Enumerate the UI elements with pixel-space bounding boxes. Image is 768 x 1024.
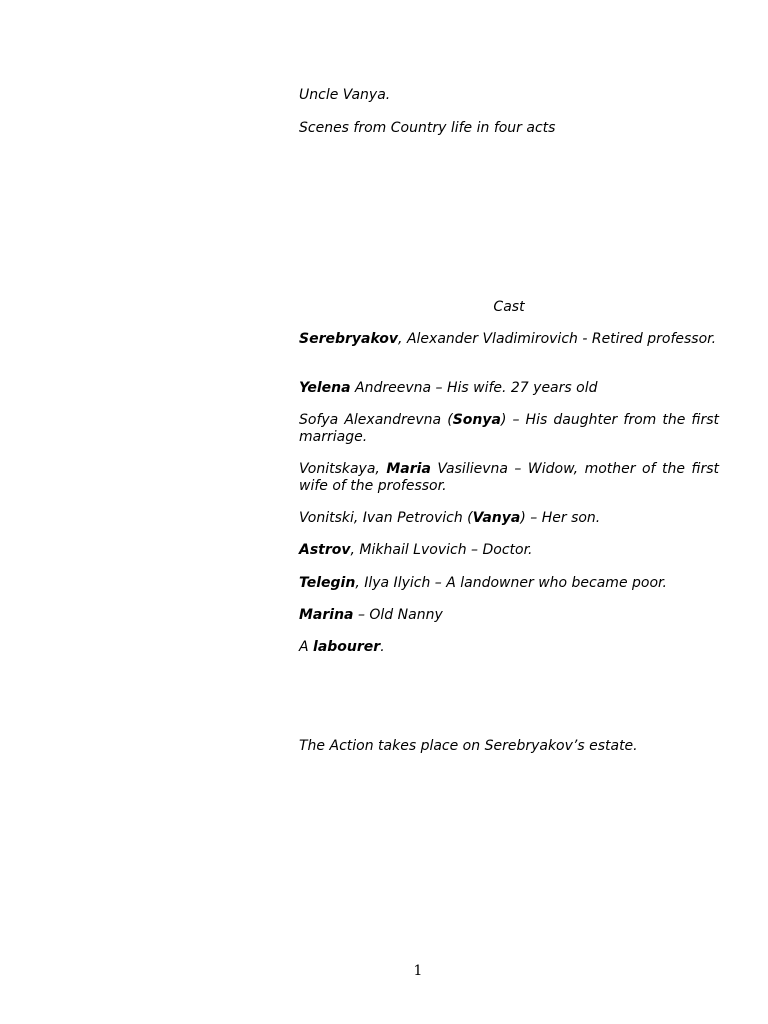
cast-description: ) – Her son. <box>520 510 601 526</box>
cast-entry <box>299 510 719 527</box>
cast-prefix: A <box>299 639 314 655</box>
setting-block <box>299 738 719 755</box>
cast-entry <box>299 380 719 397</box>
cast-name: Marina <box>299 607 354 623</box>
cast-name: labourer <box>313 639 381 655</box>
cast-description: , Ilya Ilyich – A landowner who became poor. <box>355 575 667 591</box>
cast-description: ) – His daughter from the first marriage. <box>299 412 719 445</box>
cast-name: Sonya <box>452 412 501 428</box>
cast-entry <box>299 639 719 656</box>
play-subtitle-block <box>299 120 719 137</box>
cast-entry <box>299 412 719 446</box>
cast-description: , Alexander Vladimirovich - Retired professor. <box>398 331 717 347</box>
cast-name: Vanya <box>472 510 521 526</box>
cast-name: Astrov <box>299 542 351 558</box>
cast-description: . <box>380 639 385 655</box>
setting-note: The Action takes place on Serebryakov’s estate. <box>299 738 638 754</box>
cast-description: Vasilievna – Widow, mother of the first wife of the professor. <box>299 461 719 494</box>
play-title-block <box>299 87 719 104</box>
cast-name: Serebryakov <box>299 331 399 347</box>
cast-name: Yelena <box>299 380 351 396</box>
cast-heading-block <box>299 299 719 316</box>
play-title: Uncle Vanya. <box>299 87 391 103</box>
cast-heading: Cast <box>493 299 525 315</box>
cast-description: – Old Nanny <box>353 607 443 623</box>
cast-entry <box>299 331 719 348</box>
cast-prefix: Vonitski, Ivan Petrovich ( <box>299 510 473 526</box>
cast-name: Maria <box>386 461 431 477</box>
cast-description: , Mikhail Lvovich – Doctor. <box>350 542 533 558</box>
cast-name: Telegin <box>299 575 356 591</box>
cast-entry <box>299 607 719 624</box>
cast-prefix: Vonitskaya, <box>299 461 387 477</box>
cast-entry <box>299 575 719 592</box>
cast-prefix: Sofya Alexandrevna ( <box>299 412 453 428</box>
cast-description: Andreevna – His wife. 27 years old <box>350 380 598 396</box>
cast-entry <box>299 461 719 495</box>
cast-entry <box>299 542 719 559</box>
play-subtitle: Scenes from Country life in four acts <box>299 120 556 136</box>
page-number: 1 <box>413 963 423 979</box>
